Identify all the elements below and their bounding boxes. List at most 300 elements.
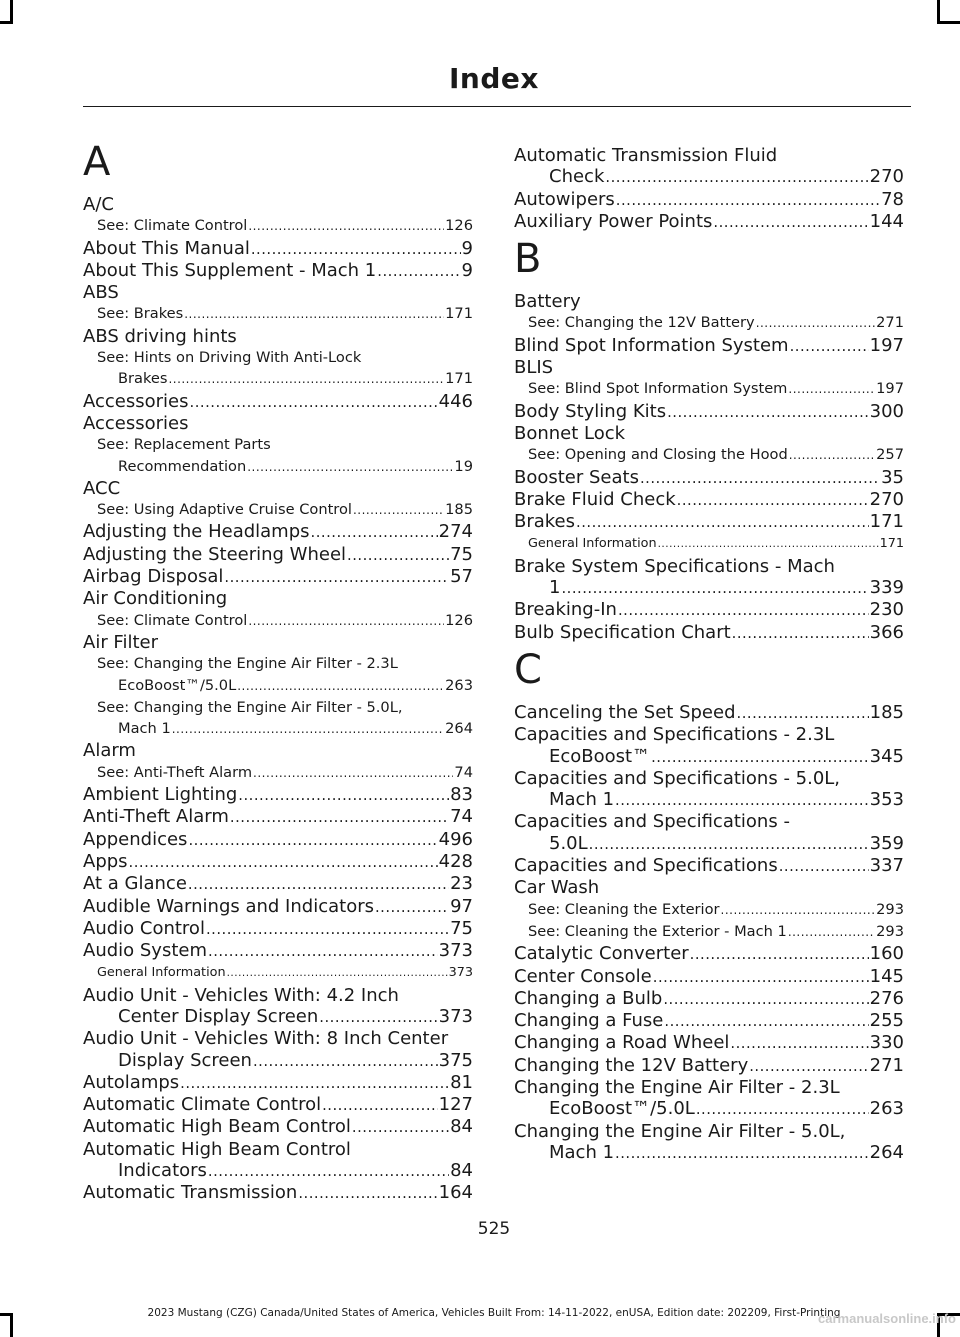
- dot-leader: [375, 897, 449, 918]
- index-page-number: 270: [869, 488, 904, 510]
- index-entry: [83, 985, 473, 1029]
- index-entry-text-line: Automatic Transmission Fluid: [514, 145, 778, 166]
- index-entry: [514, 599, 904, 621]
- dot-leader: [311, 522, 438, 543]
- index-entry-row: [97, 610, 473, 632]
- index-page-number: 257: [876, 446, 904, 464]
- index-entry-continuation: [83, 1050, 473, 1072]
- index-page-number: 300: [869, 400, 904, 422]
- index-page-number: 255: [869, 1010, 904, 1032]
- dot-leader: [561, 578, 868, 599]
- dot-leader: [248, 611, 444, 632]
- index-page-number: 171: [445, 370, 473, 388]
- index-entry-row: [83, 391, 473, 413]
- crop-mark-top-right-v: [937, 0, 940, 22]
- dot-leader: [713, 212, 868, 233]
- index-entry: [514, 943, 904, 965]
- index-entry: [514, 1121, 904, 1165]
- index-entry: [83, 391, 473, 413]
- index-subentry: [83, 610, 473, 632]
- index-entry-continuation: [514, 166, 904, 188]
- index-entry: [514, 556, 904, 600]
- index-page-number: 263: [869, 1098, 904, 1120]
- index-entry: [514, 768, 904, 812]
- index-heading: Air Conditioning: [83, 588, 228, 610]
- index-entry-row: [514, 702, 904, 724]
- index-entry-text-line: Audio Unit - Vehicles With: 8 Inch Center: [83, 1028, 449, 1050]
- index-page-number: 145: [869, 965, 904, 987]
- index-entry-row: [514, 1010, 904, 1032]
- index-entry-row: [83, 260, 473, 282]
- index-entry-continuation: [97, 675, 473, 697]
- index-entry-text: Check: [549, 166, 605, 188]
- index-entry: [514, 489, 904, 511]
- index-entry-row: [514, 511, 904, 533]
- dot-leader: [749, 1056, 868, 1077]
- index-page-number: 160: [869, 943, 904, 965]
- index-page-number: 274: [438, 521, 473, 543]
- index-entry-row: [83, 873, 473, 895]
- dot-leader: [253, 1051, 438, 1072]
- index-entry-row: [514, 401, 904, 423]
- index-column-right: [514, 145, 904, 1164]
- index-entry: [83, 544, 473, 566]
- crop-mark-top-right-h: [937, 21, 960, 24]
- index-entry: [514, 145, 904, 189]
- index-entry-row: [514, 988, 904, 1010]
- dot-leader: [690, 944, 869, 965]
- index-entry-continuation: [97, 718, 473, 740]
- index-entry: [514, 988, 904, 1010]
- index-entry-row: [514, 335, 904, 357]
- dot-leader: [616, 190, 880, 211]
- index-page-number: 81: [450, 1071, 473, 1093]
- index-page-number: 19: [454, 457, 473, 475]
- dot-leader: [237, 676, 444, 697]
- crop-mark-top-left-v: [10, 0, 13, 22]
- index-entry-text-line: See: Replacement Parts: [97, 436, 271, 454]
- index-heading: Air Filter: [83, 631, 159, 653]
- index-subentry: [514, 921, 904, 943]
- index-entry-row: [528, 312, 904, 334]
- dot-leader: [663, 989, 868, 1010]
- index-entry-row: [549, 746, 904, 768]
- index-subentry: [514, 533, 904, 555]
- dot-leader: [298, 1183, 437, 1204]
- index-entry: [514, 511, 904, 533]
- index-entry-row: [514, 622, 904, 644]
- index-page-number: 446: [438, 390, 473, 412]
- index-page-number: 126: [445, 611, 473, 629]
- index-entry-continuation: [514, 1142, 904, 1164]
- index-heading: ABS driving hints: [83, 325, 237, 347]
- index-entry: [514, 1010, 904, 1032]
- index-entry-text: See: Cleaning the Exterior: [528, 900, 720, 918]
- index-entry-row: [118, 675, 473, 697]
- dot-leader: [737, 703, 869, 724]
- dot-leader: [790, 336, 869, 357]
- index-letter-heading: C: [514, 646, 542, 693]
- index-subentry: [514, 312, 904, 334]
- index-entry-row: [83, 566, 473, 588]
- index-entry: [514, 1032, 904, 1054]
- index-entry-text: Canceling the Set Speed: [514, 701, 736, 723]
- dot-leader: [658, 534, 879, 555]
- index-entry-row: [83, 1094, 473, 1116]
- index-entry: [83, 806, 473, 828]
- index-heading: BLIS: [514, 357, 554, 379]
- index-entry-row: [514, 1055, 904, 1077]
- dot-leader: [227, 963, 448, 984]
- index-entry-text: Automatic Transmission: [83, 1182, 298, 1204]
- index-page-number: 373: [438, 1005, 473, 1027]
- index-entry-row: [118, 1160, 473, 1182]
- index-subentry: [83, 697, 473, 741]
- index-entry-text: Brakes: [118, 370, 168, 388]
- index-subentry: [83, 347, 473, 391]
- index-heading: Bonnet Lock: [514, 422, 626, 444]
- index-entry-text: Ambient Lighting: [83, 784, 238, 806]
- index-entry-text: Catalytic Converter: [514, 943, 689, 965]
- index-page-number: 23: [450, 873, 473, 895]
- dot-leader: [605, 167, 868, 188]
- index-entry-text: Airbag Disposal: [83, 566, 224, 588]
- index-entry-text: See: Anti-Theft Alarm: [97, 763, 253, 781]
- index-entry: [514, 811, 904, 855]
- index-entry-text: See: Opening and Closing the Hood: [528, 446, 788, 464]
- index-subentry: [514, 378, 904, 400]
- index-letter-heading: B: [514, 236, 542, 283]
- index-entry-text: Anti-Theft Alarm: [83, 806, 229, 828]
- index-entry-row: [83, 521, 473, 543]
- index-entry-text: Brake Fluid Check: [514, 488, 676, 510]
- index-page-number: 264: [869, 1141, 904, 1163]
- dot-leader: [377, 261, 460, 282]
- index-entry-row: [549, 1098, 904, 1120]
- index-entry-text: Changing a Bulb: [514, 987, 663, 1009]
- index-entry-text: Adjusting the Steering Wheel: [83, 543, 347, 565]
- index-page-number: 264: [445, 720, 473, 738]
- index-entry-continuation: [83, 1160, 473, 1182]
- index-entry-text-line: Capacities and Specifications -: [514, 811, 790, 833]
- index-entry-text: General Information: [97, 965, 226, 981]
- index-entry-row: [97, 303, 473, 325]
- index-entry-row: [514, 966, 904, 988]
- dot-leader: [230, 807, 449, 828]
- dot-leader: [129, 852, 438, 873]
- index-page-number: 185: [445, 501, 473, 519]
- index-subentry: [83, 215, 473, 237]
- index-entry-row: [549, 577, 904, 599]
- dot-leader: [653, 967, 869, 988]
- index-page-number: 337: [869, 855, 904, 877]
- index-entry-text: Booster Seats: [514, 466, 639, 488]
- dot-leader: [206, 919, 449, 940]
- dot-leader: [640, 468, 880, 489]
- dot-leader: [615, 790, 869, 811]
- index-entry: [83, 873, 473, 895]
- index-entry-continuation: [83, 1006, 473, 1028]
- index-entry-continuation: [514, 789, 904, 811]
- index-entry: [83, 260, 473, 282]
- index-entry-text: 5.0L: [549, 832, 588, 854]
- index-entry-text-line: Changing the Engine Air Filter - 2.3L: [514, 1076, 840, 1098]
- dot-leader: [721, 900, 876, 921]
- index-entry-text: Apps: [83, 850, 128, 872]
- index-entry-row: [118, 718, 473, 740]
- index-page-number: 185: [869, 701, 904, 723]
- index-page-number: 126: [445, 217, 473, 235]
- index-page-number: 84: [450, 1160, 473, 1182]
- index-page-number: 366: [869, 621, 904, 643]
- index-entry-text: Body Styling Kits: [514, 400, 667, 422]
- dot-leader: [651, 747, 869, 768]
- index-subentry: [514, 444, 904, 466]
- index-page-number: 74: [450, 806, 473, 828]
- index-page-number: 78: [881, 188, 904, 210]
- index-entry-text: Autowipers: [514, 188, 615, 210]
- page-title: Index: [449, 62, 539, 95]
- index-entry-text-line: Automatic High Beam Control: [83, 1138, 351, 1160]
- index-entry-text: Accessories: [83, 390, 189, 412]
- index-page-number: 171: [869, 511, 904, 533]
- dot-leader: [172, 719, 444, 740]
- index-entry-row: [514, 189, 904, 211]
- index-entry-text: EcoBoost™/5.0L: [549, 1098, 695, 1120]
- footer-edition-text: 2023 Mustang (CZG) Canada/United States of America, Vehicles Built From: 14-11-2022, enUSA, Edition date: 202209, First-Printing: [147, 1307, 841, 1319]
- index-entry-row: [97, 962, 473, 984]
- index-page-number: 339: [869, 577, 904, 599]
- index-subentry: [83, 303, 473, 325]
- index-page-number: 373: [438, 940, 473, 962]
- index-page-number: 271: [876, 314, 904, 332]
- index-entry-row: [514, 1032, 904, 1054]
- index-entry-text: Bulb Specification Chart: [514, 621, 731, 643]
- dot-leader: [732, 623, 869, 644]
- index-page-number: 270: [869, 166, 904, 188]
- dot-leader: [353, 500, 444, 521]
- index-entry-text: Audio Control: [83, 917, 205, 939]
- dot-leader: [188, 874, 449, 895]
- index-page-number: 230: [869, 599, 904, 621]
- index-entry-continuation: [514, 833, 904, 855]
- index-entry-row: [83, 1116, 473, 1138]
- index-entry-text: See: Changing the 12V Battery: [528, 314, 755, 332]
- index-entry-text: Changing a Road Wheel: [514, 1032, 730, 1054]
- index-column-left: [83, 136, 473, 1205]
- dot-leader: [789, 445, 875, 466]
- index-entry-text: 1: [549, 577, 561, 599]
- index-page-number: 373: [448, 965, 473, 981]
- dot-leader: [779, 856, 869, 877]
- index-subentry: [83, 653, 473, 697]
- index-entry-row: [83, 1182, 473, 1204]
- index-page-number: 353: [869, 789, 904, 811]
- dot-leader: [247, 457, 453, 478]
- index-page-number: 35: [881, 466, 904, 488]
- index-page-number: 75: [450, 917, 473, 939]
- index-entry: [83, 1139, 473, 1183]
- index-entry-row: [118, 456, 473, 478]
- index-entry-text: At a Glance: [83, 873, 187, 895]
- index-page-number: 84: [450, 1116, 473, 1138]
- index-entry-row: [83, 784, 473, 806]
- dot-leader: [352, 1117, 449, 1138]
- index-entry-text: See: Blind Spot Information System: [528, 380, 788, 398]
- index-page-number: 57: [450, 566, 473, 588]
- index-entry-row: [528, 444, 904, 466]
- index-entry: [514, 211, 904, 233]
- index-entry-text-line: Audio Unit - Vehicles With: 4.2 Inch: [83, 984, 399, 1006]
- index-entry-text: Changing a Fuse: [514, 1010, 664, 1032]
- index-entry: [514, 401, 904, 423]
- index-entry-row: [83, 829, 473, 851]
- index-entry-text: Audible Warnings and Indicators: [83, 895, 374, 917]
- index-entry-text: Center Console: [514, 965, 652, 987]
- index-entry: [83, 784, 473, 806]
- index-entry: [514, 966, 904, 988]
- dot-leader: [347, 545, 449, 566]
- index-entry-row: [97, 762, 473, 784]
- index-page-number: 197: [869, 334, 904, 356]
- dot-leader: [180, 1073, 449, 1094]
- dot-leader: [208, 941, 438, 962]
- index-page-number: 171: [445, 305, 473, 323]
- index-entry-text: Mach 1: [549, 789, 615, 811]
- index-entry-row: [514, 211, 904, 233]
- index-entry-text: Mach 1: [118, 720, 171, 738]
- index-entry-text: Audio System: [83, 940, 208, 962]
- index-entry-row: [528, 533, 904, 555]
- index-entry-row: [514, 467, 904, 489]
- index-entry-text: Automatic Climate Control: [83, 1094, 322, 1116]
- index-entry-text: See: Cleaning the Exterior - Mach 1: [528, 922, 787, 940]
- index-page-number: 293: [876, 900, 904, 918]
- dot-leader: [696, 1099, 869, 1120]
- index-entry-row: [514, 599, 904, 621]
- index-heading: Car Wash: [514, 877, 600, 899]
- index-subentry: [83, 499, 473, 521]
- index-entry-continuation: [97, 368, 473, 390]
- index-page-number: 271: [869, 1054, 904, 1076]
- index-page-number: 263: [445, 676, 473, 694]
- index-entry-row: [83, 238, 473, 260]
- index-entry-text-line: Changing the Engine Air Filter - 5.0L,: [514, 1120, 846, 1142]
- index-entry-row: [528, 921, 904, 943]
- dot-leader: [322, 1095, 438, 1116]
- index-entry-row: [528, 899, 904, 921]
- index-entry-text: Display Screen: [118, 1049, 252, 1071]
- index-entry: [514, 1077, 904, 1121]
- index-page-number: 359: [869, 832, 904, 854]
- index-entry-text: EcoBoost™: [549, 745, 651, 767]
- index-heading: Accessories: [83, 412, 189, 434]
- index-entry-row: [514, 943, 904, 965]
- index-entry-row: [549, 833, 904, 855]
- index-entry-continuation: [514, 577, 904, 599]
- index-entry-text: General Information: [528, 536, 657, 552]
- index-page-number: 97: [450, 895, 473, 917]
- index-entry-continuation: [514, 1098, 904, 1120]
- index-entry-text-line: See: Changing the Engine Air Filter - 5.0L,: [97, 698, 403, 716]
- index-entry-text: Automatic High Beam Control: [83, 1116, 351, 1138]
- index-entry: [83, 1116, 473, 1138]
- index-entry-text: About This Supplement - Mach 1: [83, 259, 377, 281]
- index-page-number: 144: [869, 210, 904, 232]
- index-entry-row: [83, 1072, 473, 1094]
- index-entry-row: [83, 544, 473, 566]
- index-entry-row: [83, 806, 473, 828]
- index-heading: ABS: [83, 282, 119, 304]
- index-entry: [514, 189, 904, 211]
- dot-leader: [248, 216, 444, 237]
- index-letter-heading: A: [83, 139, 111, 185]
- index-entry-text: Adjusting the Headlamps: [83, 521, 310, 543]
- index-entry: [83, 896, 473, 918]
- index-entry-row: [83, 896, 473, 918]
- index-entry-row: [549, 166, 904, 188]
- index-entry: [514, 467, 904, 489]
- index-entry-text: About This Manual: [83, 237, 250, 259]
- index-page-number: 9: [461, 259, 473, 281]
- index-entry-text: See: Brakes: [97, 305, 184, 323]
- dot-leader: [664, 1011, 868, 1032]
- index-entry-row: [97, 215, 473, 237]
- index-page-number: 75: [450, 543, 473, 565]
- index-subentry: [83, 434, 473, 478]
- index-entry-row: [514, 489, 904, 511]
- index-entry-text: Brakes: [514, 511, 576, 533]
- index-entry: [83, 1028, 473, 1072]
- dot-leader: [208, 1161, 449, 1182]
- dot-leader: [589, 834, 869, 855]
- index-entry-text: Changing the 12V Battery: [514, 1054, 749, 1076]
- index-page-number: 345: [869, 745, 904, 767]
- index-entry-text: Breaking-In: [514, 599, 617, 621]
- index-entry: [83, 238, 473, 260]
- index-entry-row: [118, 1050, 473, 1072]
- index-page-number: 293: [876, 922, 904, 940]
- index-entry-text: Mach 1: [549, 1141, 615, 1163]
- index-heading: ACC: [83, 477, 121, 499]
- index-page-number: 127: [438, 1094, 473, 1116]
- index-entry: [514, 335, 904, 357]
- dot-leader: [238, 785, 449, 806]
- index-page-number: 171: [879, 536, 904, 552]
- index-entry-text-line: Capacities and Specifications - 5.0L,: [514, 767, 841, 789]
- dot-leader: [788, 379, 875, 400]
- index-entry: [83, 1182, 473, 1204]
- index-page-number: 83: [450, 784, 473, 806]
- index-page-number: 164: [438, 1182, 473, 1204]
- index-entry: [514, 622, 904, 644]
- index-page-number: 197: [876, 380, 904, 398]
- dot-leader: [168, 369, 444, 390]
- watermark: carmanualsonline.info: [818, 1311, 956, 1326]
- dot-leader: [188, 830, 437, 851]
- index-entry-text: See: Climate Control: [97, 611, 248, 629]
- index-entry: [83, 918, 473, 940]
- index-entry: [514, 702, 904, 724]
- index-entry-text-line: See: Changing the Engine Air Filter - 2.3L: [97, 655, 398, 673]
- title-rule: [83, 106, 911, 107]
- index-page-number: 74: [454, 763, 473, 781]
- index-entry: [83, 1072, 473, 1094]
- index-entry-continuation: [97, 456, 473, 478]
- index-entry-text: Appendices: [83, 828, 188, 850]
- index-entry-row: [528, 378, 904, 400]
- index-entry-text: See: Using Adaptive Cruise Control: [97, 501, 352, 519]
